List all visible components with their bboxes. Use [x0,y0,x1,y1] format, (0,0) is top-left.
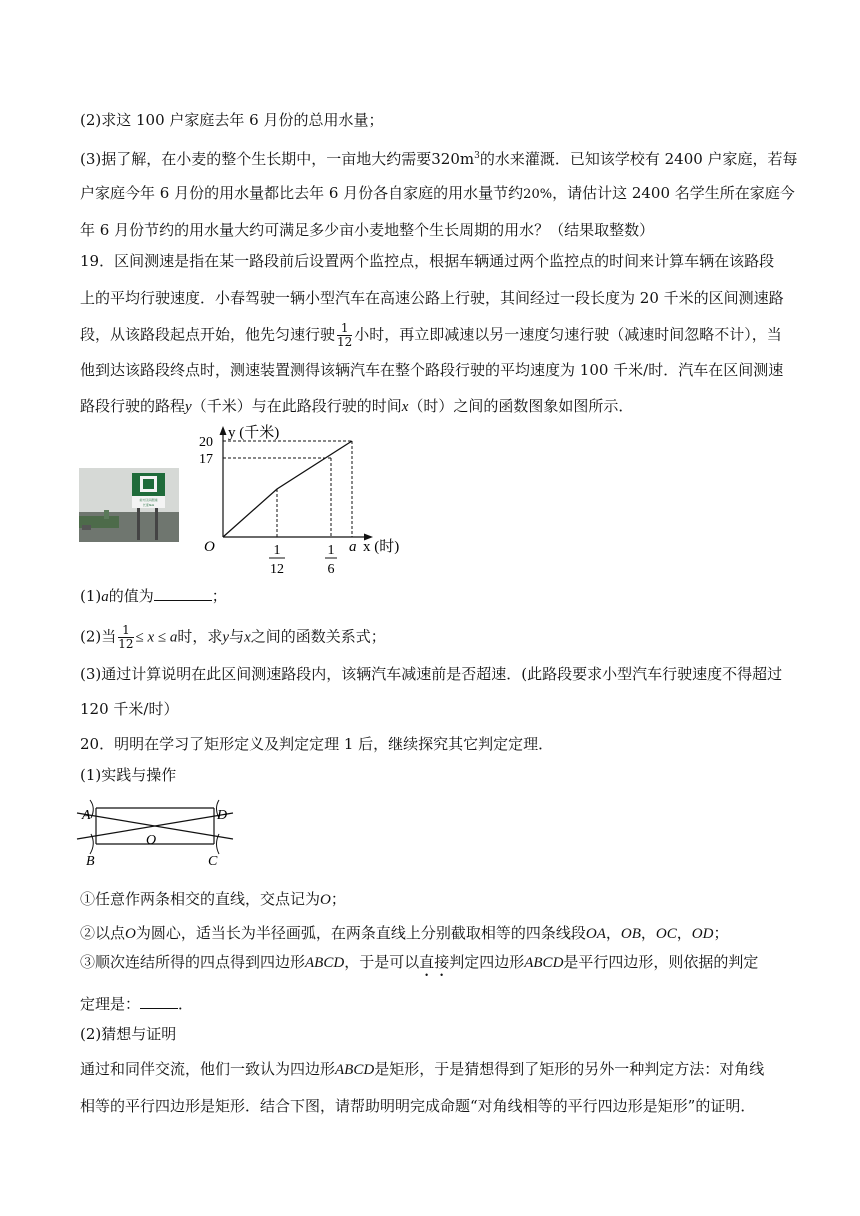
q20-heading2: (2)猜想与证明 [80,1025,177,1043]
sign-length-text: 长度6km [142,503,155,507]
answer-blank-a [154,600,212,601]
y-tick-17: 17 [199,452,213,467]
q20-para-line1: 通过和同伴交流，他们一致认为四边形ABCD是矩形，于是猜想得到了矩形的另外一种判定方法：对角线 [80,1060,765,1078]
fraction-1-12-sub2: $\frac{1}{12}$ [118,623,134,651]
x-tick-1-6-num: 1 [327,543,335,558]
q18-part2: (2)求这 100 户家庭去年 6 月份的总用水量； [80,111,384,129]
label-a: A [82,808,91,823]
q19-line3: 段，从该路段起点开始，他先匀速行驶 $\frac{1}{12}$ 小时，再立即减速以另一速度匀速行驶（减速时间忽略不计），当 [80,321,782,349]
q20-step3-line2: 定理是： ． [80,995,194,1013]
distance-time-graph [195,418,415,576]
q19-sub2: (2)当 $\frac{1}{12}$ ≤ x ≤ a时，求y与x之间的函数关系式； [80,623,386,651]
road-sign-photo [79,468,179,542]
q20-step3-line1: ③顺次连结所得的四点得到四边形ABCD，于是可以直接判定四边形ABCD是平行四边形，则依据的判定 [80,953,759,971]
q20-para-line2: 相等的平行四边形是矩形．结合下图，请帮助明明完成命题“对角线相等的平行四边形是矩形”的证明． [80,1097,756,1115]
x-axis-label: x (时) [363,539,400,555]
label-o: O [146,833,157,848]
q18-part3-line3: 年 6 月份节约的用水量大约可满足多少亩小麦地整个生长周期的用水？（结果取整数） [80,221,655,239]
graph-line [223,441,352,537]
label-b: B [86,854,95,869]
x-tick-1-6-den: 6 [327,562,335,576]
origin-label: O [204,539,215,555]
fraction-1-12: $\frac{1}{12}$ [337,321,353,349]
q18-part3-line1: (3)据了解，在小麦的整个生长期中，一亩地大约需要$320m^3$的水来灌溉．已知该学校有 2400 户家庭，若每 [80,150,798,168]
label-d: D [217,808,228,823]
answer-blank-theorem [140,1008,178,1009]
q19-line2: 上的平均行驶速度．小春驾驶一辆小型汽车在高速公路上行驶，其间经过一段长度为 20 千米的区间测速路 [80,289,784,307]
q19-sub1: (1)a的值为 ； [80,587,227,605]
y-axis-label: y (千米) [228,425,280,441]
y-tick-20: 20 [199,435,213,450]
q19-line4: 他到达该路段终点时，测速装置测得该辆汽车在整个路段行驶的平均速度为 100 千米/时．汽车在区间测速 [80,361,784,379]
q18-part3-line2: 户家庭今年 6 月份的用水量都比去年 6 月份各自家庭的用水量节约20%，请估计这 2400 名学生所在家庭今 [80,184,795,202]
x-tick-1-12-num: 1 [273,543,281,558]
q20-heading1: (1)实践与操作 [80,766,177,784]
label-c: C [208,854,218,869]
y-axis-arrow [220,426,227,435]
sign-text: 前方区间测速 [139,498,158,502]
q19-sub3-line1: (3)通过计算说明在此区间测速路段内，该辆汽车减速前是否超速．(此路段要求小型汽车行驶速度不得超过 [80,665,783,683]
q19-line5: 路段行驶的路程y（千米）与在此路段行驶的时间x（时）之间的函数图象如图所示． [80,397,634,415]
q20-step2: ②以点O为圆心，适当长为半径画弧，在两条直线上分别截取相等的四条线段OA，OB，OC，OD； [80,924,729,942]
q20-step1: ①任意作两条相交的直线，交点记为O； [80,890,346,908]
q19-sub3-line2: 120 千米/时） [80,700,179,718]
rectangle-abcd-figure [74,796,244,876]
x-tick-a: a [349,539,357,555]
q20-line1: 20．明明在学习了矩形定义及判定定理 1 后，继续探究其它判定定理． [80,735,554,753]
x-tick-1-12-den: 12 [270,562,284,576]
q19-line1: 19．区间测速是指在某一路段前后设置两个监控点，根据车辆通过两个监控点的时间来计算车辆在该路段 [80,252,775,270]
